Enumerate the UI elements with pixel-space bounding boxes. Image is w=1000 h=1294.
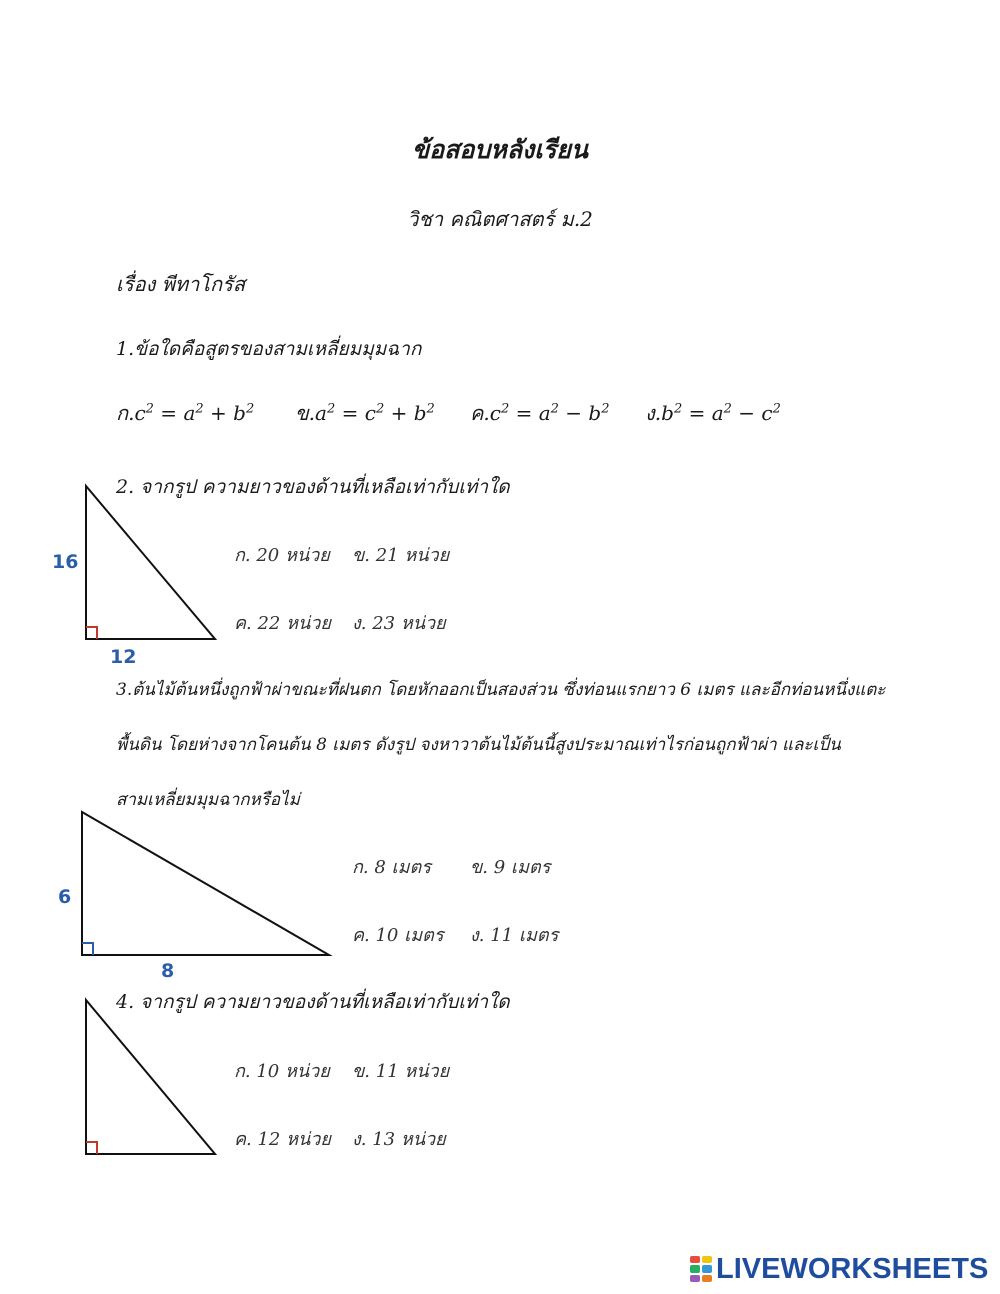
right-angle-marker xyxy=(86,1142,97,1154)
formula-var: c xyxy=(364,401,376,425)
formula-var: a xyxy=(538,401,551,425)
formula-var: b xyxy=(588,401,602,425)
q3-triangle xyxy=(82,812,329,955)
formula-var: b xyxy=(413,401,427,425)
formula-exp: 2 xyxy=(723,401,732,417)
q1-option-a[interactable]: ก$.c^2 = a^2 + b^2$ xyxy=(116,401,255,425)
formula-op: + xyxy=(210,401,227,425)
formula-op: − xyxy=(738,401,756,425)
q3-side-label-horizontal: 8 xyxy=(161,960,175,982)
q4-option-a[interactable]: ก. 10 หน่วย xyxy=(234,1061,330,1082)
q3-option-b[interactable]: ข. 9 เมตร xyxy=(470,857,551,878)
formula-var: a xyxy=(711,401,724,425)
formula-exp: 2 xyxy=(673,401,683,417)
q2-option-a[interactable]: ก. 20 หน่วย xyxy=(234,545,330,566)
q4-triangle xyxy=(86,1000,215,1154)
formula-exp: 2 xyxy=(550,401,559,417)
formula-exp: 2 xyxy=(426,401,435,417)
option-prefix: ง. xyxy=(645,401,662,425)
formula-var: c xyxy=(761,401,773,425)
q3-option-d[interactable]: ง. 11 เมตร xyxy=(470,925,559,946)
right-angle-marker xyxy=(82,943,93,955)
option-prefix: ก. xyxy=(116,401,135,425)
logo-text: LIVEWORKSHEETS xyxy=(716,1252,989,1285)
formula-exp: 2 xyxy=(195,401,204,417)
formula-op: + xyxy=(390,401,408,425)
formula-exp: 2 xyxy=(145,401,154,417)
right-angle-marker xyxy=(86,627,97,639)
option-prefix: ค. xyxy=(470,401,490,425)
formula-exp: 2 xyxy=(601,401,610,417)
subject-label: วิชา คณิตศาสตร์ ม.2 xyxy=(407,207,593,231)
formula-var: b xyxy=(233,401,246,425)
formula-var: c xyxy=(489,401,501,425)
q3-side-label-vertical: 6 xyxy=(58,886,72,908)
question-4-text: 4. จากรูป ความยาวของด้านที่เหลือเท่ากับเท่าใด xyxy=(116,991,510,1013)
q1-option-d[interactable]: ง$.b^2 = a^2 - c^2$ xyxy=(645,401,781,425)
q2-triangle xyxy=(86,486,215,639)
formula-var: a xyxy=(315,401,327,425)
formula-var: b xyxy=(661,401,674,425)
question-3-line-2: พื้นดิน โดยห่างจากโคนต้น 8 เมตร ดังรูป จงหาวาต้นไม้ต้นนี้สูงประมาณเท่าไรก่อนถูกฟ้าผ่า และเป็น xyxy=(116,735,841,755)
q2-option-c[interactable]: ค. 22 หน่วย xyxy=(234,613,331,634)
question-3-line-3: สามเหลี่ยมมุมฉากหรือไม่ xyxy=(116,790,300,810)
question-2-text: 2. จากรูป ความยาวของด้านที่เหลือเท่ากับเท่าใด xyxy=(116,476,510,498)
q3-option-a[interactable]: ก. 8 เมตร xyxy=(352,857,431,878)
q2-option-b[interactable]: ข. 21 หน่วย xyxy=(352,545,450,566)
page-title: ข้อสอบหลังเรียน xyxy=(412,135,588,164)
formula-var: c xyxy=(134,401,146,425)
q4-option-b[interactable]: ข. 11 หน่วย xyxy=(352,1061,450,1082)
question-1-text: 1.ข้อใดคือสูตรของสามเหลี่ยมมุมฉาก xyxy=(116,338,422,360)
formula-op: − xyxy=(565,401,583,425)
formula-exp: 2 xyxy=(772,401,781,417)
q1-option-c[interactable]: ค$.c^2 = a^2 - b^2$ xyxy=(470,401,610,425)
q4-option-d[interactable]: ง. 13 หน่วย xyxy=(352,1129,446,1150)
logo-grid-icon xyxy=(690,1256,712,1282)
formula-exp: 2 xyxy=(326,401,336,417)
q2-option-d[interactable]: ง. 23 หน่วย xyxy=(352,613,446,634)
formula-exp: 2 xyxy=(500,401,510,417)
q3-option-c[interactable]: ค. 10 เมตร xyxy=(352,925,444,946)
liveworksheets-logo xyxy=(690,1252,988,1286)
q2-side-label-horizontal: 12 xyxy=(110,646,137,668)
formula-exp: 2 xyxy=(375,401,385,417)
question-3-line-1: 3.ต้นไม้ต้นหนึ่งถูกฟ้าผ่าขณะที่ฝนตก โดยหักออกเป็นสองส่วน ซึ่งท่อนแรกยาว 6 เมตร และอีกท่อนหนึ่งแตะ xyxy=(116,680,886,700)
formula-var: a xyxy=(183,401,196,425)
formula-exp: 2 xyxy=(245,401,255,417)
q4-option-c[interactable]: ค. 12 หน่วย xyxy=(234,1129,331,1150)
topic-label: เรื่อง พีทาโกรัส xyxy=(116,272,246,296)
q2-side-label-vertical: 16 xyxy=(52,551,79,573)
q1-option-b[interactable]: ข$.a^2 = c^2 + b^2$ xyxy=(295,401,435,425)
option-prefix: ข. xyxy=(295,401,316,425)
